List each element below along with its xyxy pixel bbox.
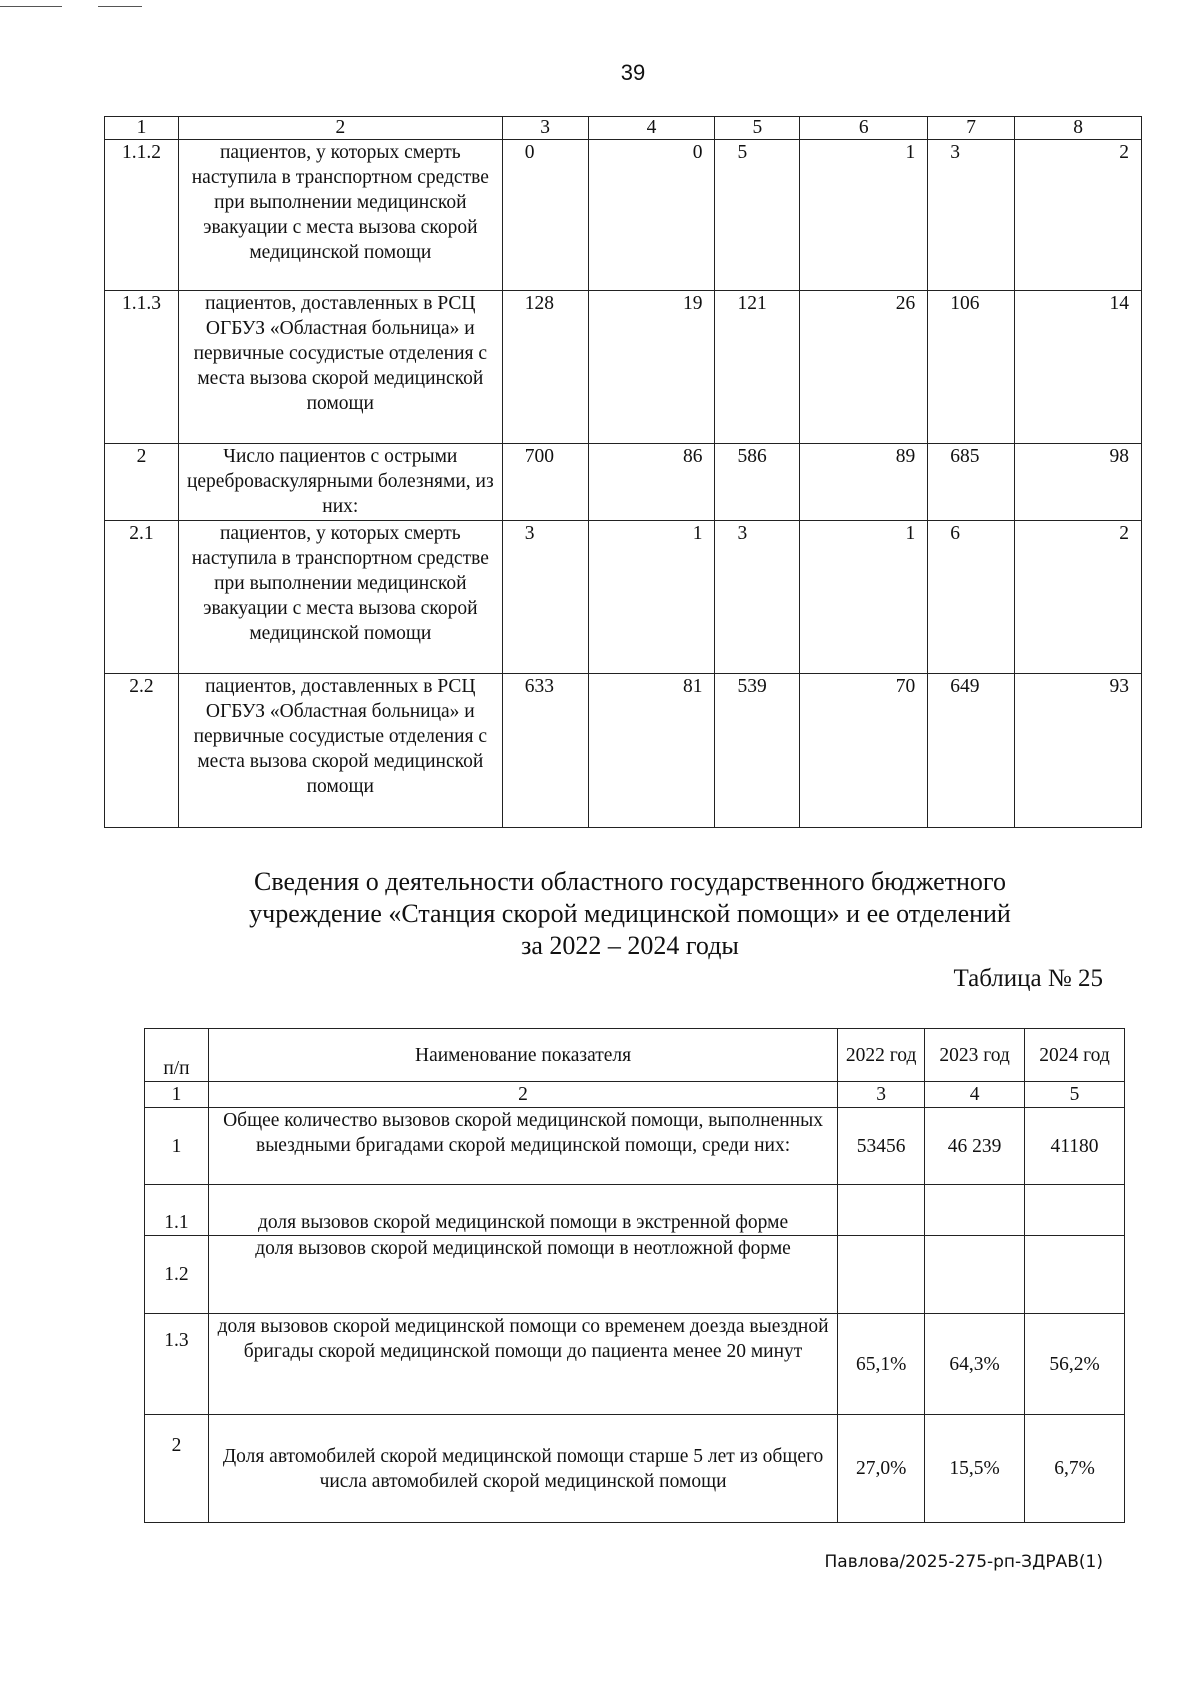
cell-value — [838, 1236, 925, 1314]
cell-value — [1025, 1236, 1125, 1314]
table-header-row — [105, 117, 1142, 140]
column-number: 8 — [1015, 117, 1142, 140]
header-year: 2024 год — [1025, 1029, 1125, 1082]
cell-value: 64,3% — [925, 1314, 1025, 1415]
row-number: 1.1.2 — [105, 140, 179, 291]
cell-value: 3 — [928, 140, 1015, 291]
row-name: Доля автомобилей скорой медицинской помощи старше 5 лет из общего числа автомобилей скорой медицинской помощи — [208, 1415, 837, 1523]
row-number: 1 — [145, 1108, 209, 1185]
table-row — [145, 1415, 1125, 1523]
cell-value: 2 — [1015, 140, 1142, 291]
data-table-continued — [104, 116, 1142, 828]
header-name: Наименование показателя — [208, 1029, 837, 1082]
cell-value: 586 — [715, 444, 800, 521]
cell-value: 6,7% — [1025, 1415, 1125, 1523]
column-number: 3 — [502, 117, 588, 140]
table-subheader-row — [145, 1082, 1125, 1108]
table-row — [105, 291, 1142, 444]
row-name: доля вызовов скорой медицинской помощи в экстренной форме — [208, 1185, 837, 1236]
row-number: 1.3 — [145, 1314, 209, 1415]
row-description: пациентов, доставленных в РСЦ ОГБУЗ «Областная больница» и первичные сосудистые отделения с места вызова скорой медицинской помощи — [178, 674, 502, 828]
column-number: 4 — [925, 1082, 1025, 1108]
row-number: 1.2 — [145, 1236, 209, 1314]
cell-value: 1 — [800, 521, 928, 674]
column-number: 4 — [588, 117, 715, 140]
cell-value: 121 — [715, 291, 800, 444]
cell-value: 5 — [715, 140, 800, 291]
section-heading — [150, 866, 1110, 962]
cell-value: 89 — [800, 444, 928, 521]
row-number: 2.2 — [105, 674, 179, 828]
table-row — [105, 140, 1142, 291]
cell-value: 19 — [588, 291, 715, 444]
page-number: 39 — [620, 60, 646, 85]
table-label: Таблица № 25 — [953, 965, 1103, 992]
row-description: пациентов, у которых смерть наступила в транспортном средстве при выполнении медицинской эвакуации с места вызова скорой медицинской помощи — [178, 140, 502, 291]
column-number: 5 — [715, 117, 800, 140]
column-number: 2 — [178, 117, 502, 140]
cell-value: 128 — [502, 291, 588, 444]
row-name: Общее количество вызовов скорой медицинской помощи, выполненных выездными бригадами скорой медицинской помощи, среди них: — [208, 1108, 837, 1185]
cell-value: 685 — [928, 444, 1015, 521]
column-number: 6 — [800, 117, 928, 140]
row-number: 2.1 — [105, 521, 179, 674]
row-number: 2 — [105, 444, 179, 521]
cell-value: 3 — [502, 521, 588, 674]
cell-value — [925, 1185, 1025, 1236]
row-number: 1.1.3 — [105, 291, 179, 444]
cell-value: 81 — [588, 674, 715, 828]
column-number: 1 — [145, 1082, 209, 1108]
cell-value: 0 — [588, 140, 715, 291]
column-number: 2 — [208, 1082, 837, 1108]
header-year: 2023 год — [925, 1029, 1025, 1082]
row-description: пациентов, доставленных в РСЦ ОГБУЗ «Областная больница» и первичные сосудистые отделения с места вызова скорой медицинской помощи — [178, 291, 502, 444]
row-number: 2 — [145, 1415, 209, 1523]
cell-value: 98 — [1015, 444, 1142, 521]
cell-value: 3 — [715, 521, 800, 674]
header-number: п/п — [145, 1029, 209, 1082]
activity-table — [144, 1028, 1125, 1523]
column-number: 1 — [105, 117, 179, 140]
table-header-row — [145, 1029, 1125, 1082]
cell-value: 27,0% — [838, 1415, 925, 1523]
cell-value: 93 — [1015, 674, 1142, 828]
row-name: доля вызовов скорой медицинской помощи со временем доезда выездной бригады скорой медицинской помощи до пациента менее 20 минут — [208, 1314, 837, 1415]
scan-artifact — [0, 6, 62, 7]
heading-line: за 2022 – 2024 годы — [521, 931, 739, 960]
column-number: 5 — [1025, 1082, 1125, 1108]
cell-value: 539 — [715, 674, 800, 828]
row-name: доля вызовов скорой медицинской помощи в неотложной форме — [208, 1236, 837, 1314]
cell-value: 14 — [1015, 291, 1142, 444]
table-row — [145, 1108, 1125, 1185]
cell-value: 106 — [928, 291, 1015, 444]
cell-value: 56,2% — [1025, 1314, 1125, 1415]
cell-value — [838, 1185, 925, 1236]
table-row — [145, 1314, 1125, 1415]
table-row — [145, 1236, 1125, 1314]
row-number: 1.1 — [145, 1185, 209, 1236]
row-description: Число пациентов с острыми цереброваскулярными болезнями, из них: — [178, 444, 502, 521]
cell-value — [925, 1236, 1025, 1314]
table-row — [145, 1185, 1125, 1236]
heading-line: учреждение «Станция скорой медицинской помощи» и ее отделений — [249, 899, 1011, 928]
cell-value: 1 — [800, 140, 928, 291]
cell-value: 633 — [502, 674, 588, 828]
cell-value: 53456 — [838, 1108, 925, 1185]
cell-value: 15,5% — [925, 1415, 1025, 1523]
table-row — [105, 674, 1142, 828]
cell-value — [1025, 1185, 1125, 1236]
cell-value: 649 — [928, 674, 1015, 828]
header-year: 2022 год — [838, 1029, 925, 1082]
scan-artifact — [98, 6, 142, 7]
column-number: 3 — [838, 1082, 925, 1108]
cell-value: 1 — [588, 521, 715, 674]
cell-value: 46 239 — [925, 1108, 1025, 1185]
cell-value: 700 — [502, 444, 588, 521]
table-row — [105, 521, 1142, 674]
heading-line: Сведения о деятельности областного государственного бюджетного — [254, 867, 1006, 896]
cell-value: 6 — [928, 521, 1015, 674]
cell-value: 2 — [1015, 521, 1142, 674]
cell-value: 0 — [502, 140, 588, 291]
cell-value: 26 — [800, 291, 928, 444]
table-row — [105, 444, 1142, 521]
column-number: 7 — [928, 117, 1015, 140]
cell-value: 86 — [588, 444, 715, 521]
cell-value: 41180 — [1025, 1108, 1125, 1185]
document-footer: Павлова/2025-275-рп-ЗДРАВ(1) — [824, 1552, 1103, 1572]
cell-value: 70 — [800, 674, 928, 828]
row-description: пациентов, у которых смерть наступила в транспортном средстве при выполнении медицинской эвакуации с места вызова скорой медицинской помощи — [178, 521, 502, 674]
cell-value: 65,1% — [838, 1314, 925, 1415]
